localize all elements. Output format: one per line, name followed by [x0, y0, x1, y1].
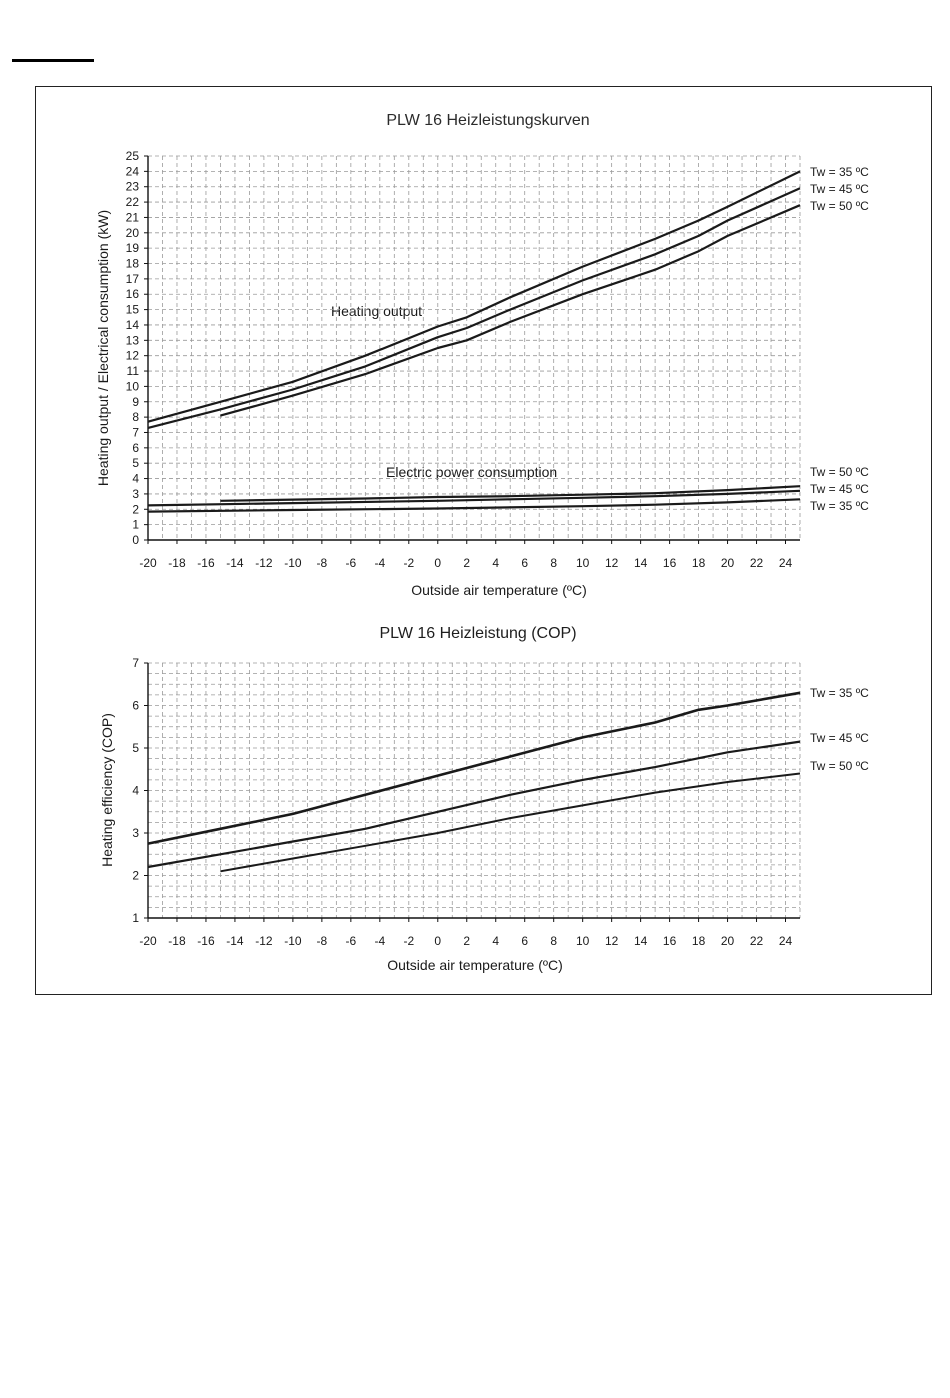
chart2-y-tick-label: 3 [132, 826, 139, 840]
chart1-y-tick-label: 11 [126, 364, 139, 379]
chart2-legend-label: Tw = 50 ºC [810, 759, 869, 773]
chart1-y-tick-label: 24 [125, 164, 139, 179]
chart2-xlabel: Outside air temperature (ºC) [387, 957, 563, 973]
chart2-x-tick-label: -20 [139, 934, 157, 948]
chart1-y-tick-label: 10 [125, 379, 139, 394]
chart1-y-tick-label: 15 [125, 302, 139, 317]
chart2-x-tick-label: 12 [604, 934, 619, 948]
chart1-y-tick-label: 5 [132, 456, 139, 471]
chart2-x-tick-label: -8 [316, 934, 328, 948]
chart1-x-tick-label: -6 [345, 556, 357, 570]
chart2-legend-label: Tw = 35 ºC [810, 686, 869, 700]
chart2-x-tick-label: 4 [492, 934, 500, 948]
chart1-y-tick-label: 7 [132, 425, 139, 440]
chart1-x-tick-label: -16 [197, 556, 215, 570]
chart2-x-tick-label: -16 [197, 934, 215, 948]
chart1-title: PLW 16 Heizleistungskurven [386, 112, 590, 129]
chart1-legend-label: Tw = 45 ºC [810, 182, 869, 196]
chart1-y-tick-label: 21 [125, 210, 139, 225]
chart1-y-tick-label: 12 [125, 348, 139, 363]
chart1-y-tick-label: 14 [125, 317, 139, 332]
chart2-x-tick-label: 20 [720, 934, 735, 948]
chart1-x-tick-label: 16 [662, 556, 677, 570]
chart1-legend-label: Tw = 50 ºC [810, 465, 869, 479]
chart1-x-tick-label: 2 [463, 556, 471, 570]
chart1-y-tick-label: 18 [125, 256, 139, 271]
chart2-x-tick-label: 10 [575, 934, 590, 948]
chart1-annotation-heating: Heating output [331, 303, 423, 319]
chart2-y-tick-label: 4 [132, 783, 139, 798]
chart1-y-tick-label: 0 [132, 533, 139, 547]
chart2-series-line [148, 693, 800, 844]
chart1-y-tick-label: 9 [132, 394, 139, 409]
chart1-legend-label: Tw = 35 ºC [810, 165, 869, 179]
chart2-y-tick-label: 6 [132, 698, 139, 713]
chart1-x-tick-label: 12 [604, 556, 619, 570]
chart1-x-tick-label: 18 [691, 556, 706, 570]
chart1-y-tick-label: 4 [132, 471, 139, 486]
chart1-x-tick-label: 4 [492, 556, 500, 570]
chart1-x-tick-label: 10 [575, 556, 590, 570]
chart1-x-tick-label: -4 [374, 556, 386, 570]
chart2-x-tick-label: -6 [345, 934, 357, 948]
chart1-legend-label: Tw = 35 ºC [810, 499, 869, 513]
chart1-y-tick-label: 16 [125, 287, 139, 302]
chart1-y-tick-label: 13 [125, 333, 139, 348]
chart1-x-tick-label: 6 [521, 556, 529, 570]
chart1-x-tick-label: 14 [633, 556, 648, 570]
chart1-y-tick-label: 25 [125, 149, 139, 163]
chart2-legend-label: Tw = 45 ºC [810, 731, 869, 745]
chart2-x-tick-label: 14 [633, 934, 648, 948]
chart2-x-tick-label: -4 [374, 934, 386, 948]
chart1-y-tick-label: 19 [125, 241, 139, 256]
chart2-x-tick-label: 2 [463, 934, 471, 948]
chart1-legend-label: Tw = 45 ºC [810, 482, 869, 496]
chart2-ylabel: Heating efficiency (COP) [99, 713, 115, 867]
chart1-x-tick-label: -12 [255, 556, 273, 570]
chart1-y-tick-label: 1 [132, 517, 139, 532]
chart1-y-tick-label: 2 [132, 502, 139, 517]
chart2-x-tick-label: -18 [168, 934, 186, 948]
chart1-y-tick-label: 3 [132, 486, 139, 501]
chart2-x-tick-label: 6 [521, 934, 529, 948]
chart1-x-tick-label: -14 [226, 556, 244, 570]
chart1-x-tick-label: 8 [550, 556, 558, 570]
chart1-series-line [148, 171, 800, 421]
chart2-x-tick-label: 0 [434, 934, 442, 948]
chart1-x-tick-label: 22 [749, 556, 764, 570]
chart2-title: PLW 16 Heizleistung (COP) [379, 625, 577, 642]
chart1-x-tick-label: -2 [403, 556, 415, 570]
chart2-y-tick-label: 7 [132, 656, 139, 670]
chart2-x-tick-label: -14 [226, 934, 244, 948]
chart1-annotation-electric: Electric power consumption [386, 464, 558, 480]
chart2-x-tick-label: 22 [749, 934, 764, 948]
chart1-series-line [148, 188, 800, 428]
chart1-x-tick-label: -18 [168, 556, 186, 570]
chart1-x-tick-label: -8 [316, 556, 328, 570]
chart2-x-tick-label: 24 [778, 934, 793, 948]
chart1-y-tick-label: 8 [132, 410, 139, 425]
chart2-y-tick-label: 5 [132, 741, 139, 755]
chart2-x-tick-label: 8 [550, 934, 558, 948]
chart2-x-tick-label: -10 [284, 934, 302, 948]
chart2-x-tick-label: 16 [662, 934, 677, 948]
chart1-x-tick-label: 24 [778, 556, 793, 570]
chart2-x-tick-label: -2 [403, 934, 415, 948]
chart1-legend-label: Tw = 50 ºC [810, 199, 869, 213]
chart1-y-tick-label: 22 [125, 195, 139, 210]
chart2-x-tick-label: -12 [255, 934, 273, 948]
chart2-y-tick-label: 2 [132, 868, 139, 883]
chart1-x-tick-label: 0 [434, 556, 442, 570]
chart1-y-tick-label: 23 [125, 179, 139, 194]
chart2-x-tick-label: 18 [691, 934, 706, 948]
chart1-ylabel: Heating output / Electrical consumption (kW) [95, 209, 111, 487]
chart1-y-tick-label: 20 [125, 225, 139, 240]
chart2-series-line [220, 774, 800, 872]
chart1-x-tick-label: 20 [720, 556, 735, 570]
chart1-y-tick-label: 17 [125, 271, 139, 286]
chart1-x-tick-label: -10 [284, 556, 302, 570]
chart1-x-tick-label: -20 [139, 556, 157, 570]
chart2-series-line [148, 742, 800, 867]
chart1-y-tick-label: 6 [132, 440, 139, 455]
chart1-xlabel: Outside air temperature (ºC) [411, 582, 587, 598]
chart2-y-tick-label: 1 [132, 911, 139, 925]
